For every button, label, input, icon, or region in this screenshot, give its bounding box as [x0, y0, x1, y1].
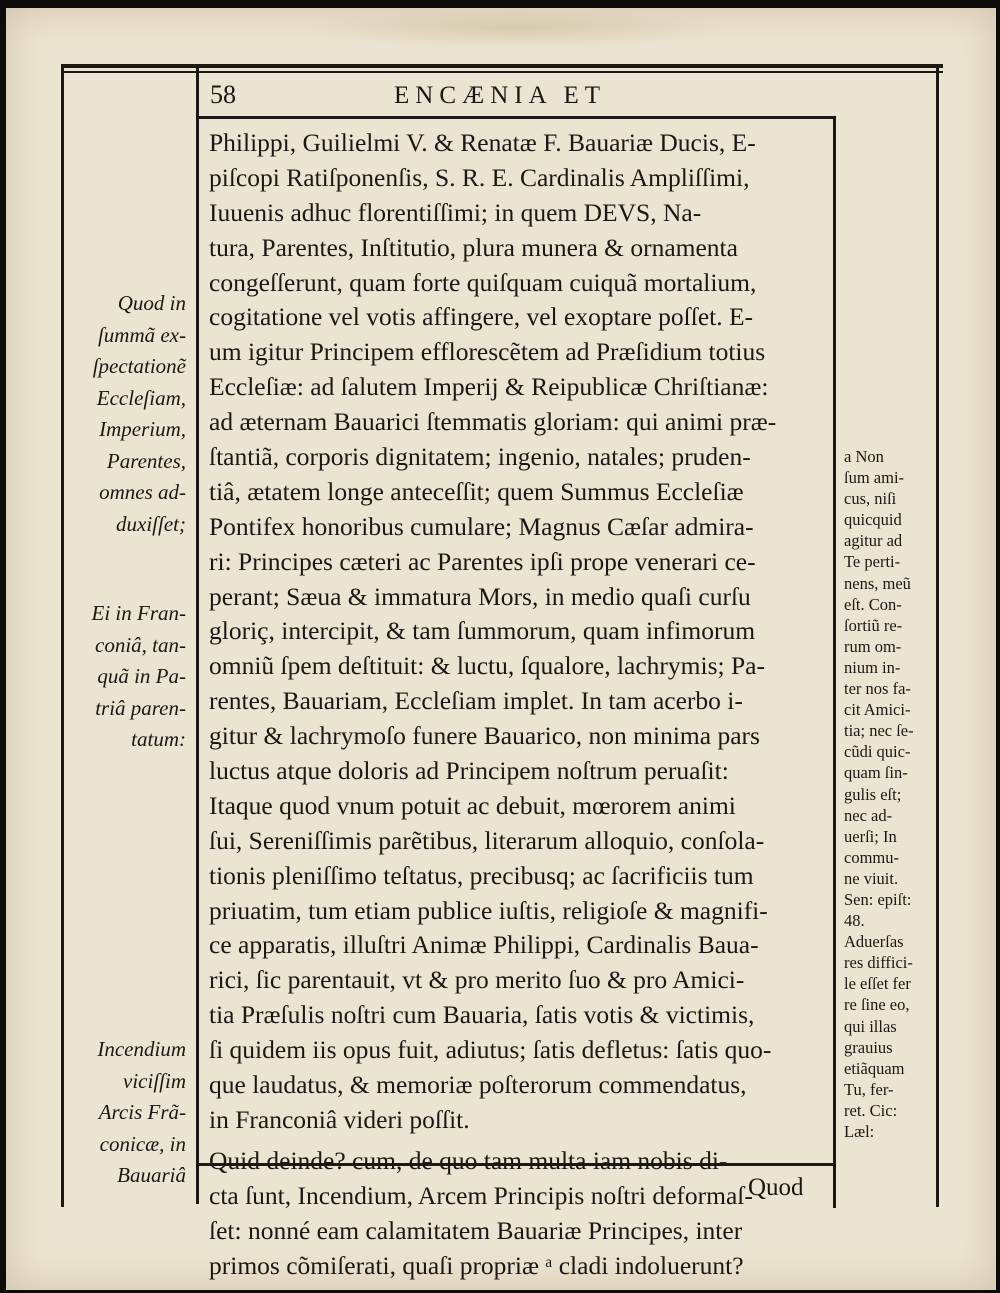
margin-note-right	[844, 446, 936, 1142]
text-line: congeſſerunt, quam forte quiſquam cuiquã mortalium,	[209, 267, 757, 297]
text-line: omniũ ſpem deſtituit: & luctu, ſqualore, lachrymis; Pa-	[209, 651, 765, 681]
margin-note-left	[66, 1034, 186, 1192]
margin-line: Læl:	[844, 1122, 875, 1141]
margin-line: conicæ, in	[99, 1131, 186, 1156]
margin-line: cit Amici-	[844, 700, 911, 720]
book-page	[6, 8, 996, 1290]
margin-line: tatum:	[131, 727, 186, 751]
text-line: tia Præſulis noſtri cum Bauaria, ſatis votis & victimis,	[209, 1000, 755, 1030]
margin-line: nec ad-	[844, 805, 893, 825]
margin-line: le eſſet fer	[844, 974, 911, 994]
margin-line: tia; nec ſe-	[844, 721, 914, 741]
margin-line: cũdi quic-	[844, 742, 911, 762]
margin-line: a Non	[844, 447, 884, 466]
text-line: Iuuenis adhuc florentiſſimi; in quem DEVS, Na-	[209, 197, 702, 227]
text-line: ſtantiã, corporis dignitatem; ingenio, natales; pruden-	[209, 442, 751, 472]
margin-line: qui illas	[844, 1016, 897, 1036]
text-line: piſcopi Ratiſponenſis, S. R. E. Cardinalis Ampliſſimi,	[209, 162, 750, 192]
margin-line: ne viuit.	[844, 868, 899, 888]
text-line: cogitatione vel votis affingere, vel exoptare poſſet. E-	[209, 302, 754, 332]
top-rule-thin	[63, 71, 943, 73]
margin-line: Ei in Fran-	[91, 601, 186, 625]
margin-line: quã in Pa-	[97, 664, 186, 688]
header-rule	[196, 116, 836, 119]
text-line: perant; Sæua & immatura Mors, in medio quaſi curſu	[209, 581, 751, 611]
margin-line: uerſi; In	[844, 826, 897, 846]
text-line: ſet: nonné eam calamitatem Bauariæ Principes, inter	[209, 1215, 743, 1245]
margin-line: eſt. Con-	[844, 594, 902, 614]
text-line: ri: Principes cæteri ac Parentes ipſi prope venerari ce-	[209, 546, 756, 576]
text-line: gitur & lachrymoſo funere Bauarico, non minima pars	[209, 721, 760, 751]
text-line: in Franconiâ videri poſſit.	[209, 1104, 470, 1134]
main-text-block	[209, 126, 834, 1283]
margin-line: ſortiũ re-	[844, 615, 903, 635]
text-line: ſi quidem iis opus fuit, adiutus; ſatis defletus: ſatis quo-	[209, 1035, 772, 1065]
margin-line: Quod in	[117, 291, 186, 315]
margin-line: Parentes,	[106, 448, 186, 473]
running-head: ENCÆNIA ET	[394, 82, 607, 109]
margin-line: Imperium,	[99, 417, 186, 441]
margin-line: cus, niſi	[844, 489, 897, 509]
margin-line: nens, meũ	[844, 573, 911, 593]
margin-note-left	[66, 288, 186, 540]
margin-line: rum om-	[844, 636, 902, 656]
margin-line: Incendium	[97, 1037, 186, 1061]
margin-line: ret. Cic:	[844, 1100, 898, 1120]
text-line: primos cõmiſerati, quaſi propriæ ᵃ cladi indoluerunt?	[209, 1250, 744, 1280]
text-line: Quid deinde? cum, de quo tam multa iam nobis di-	[209, 1145, 728, 1175]
text-line: ſui, Sereniſſimis parẽtibus, literarum alloquio, conſola-	[209, 825, 765, 855]
text-line: um igitur Principem efflorescẽtem ad Præſidium totius	[209, 337, 766, 367]
margin-line: grauius	[844, 1037, 893, 1057]
margin-line: quicquid	[844, 510, 902, 530]
text-line: priuatim, tum etiam publice iuſtis, religioſe & magnifi-	[209, 895, 768, 925]
margin-line: ſummã ex-	[97, 322, 186, 347]
text-line: luctus atque doloris ad Principem noſtrum peruaſit:	[209, 756, 729, 786]
catchword: Quod	[748, 1174, 804, 1201]
margin-line: gulis eſt;	[844, 784, 902, 804]
text-line: tura, Parentes, Inſtitutio, plura munera & ornamenta	[209, 232, 738, 262]
margin-line: nium in-	[844, 657, 901, 677]
margin-line: Te perti-	[844, 552, 901, 572]
text-line: cta ſunt, Incendium, Arcem Principis noſtri deformaſ-	[209, 1180, 753, 1210]
margin-line: ſum ami-	[844, 468, 905, 488]
margin-line: etiãquam	[844, 1058, 905, 1078]
margin-line: ter nos fa-	[844, 679, 911, 699]
text-line: Itaque quod vnum potuit ac debuit, mœrorem animi	[209, 790, 736, 820]
margin-line: agitur ad	[844, 531, 903, 551]
text-line: Pontifex honoribus cumulare; Magnus Cæſar admira-	[209, 511, 754, 541]
margin-line: quam ſin-	[844, 763, 908, 783]
margin-line: Tu, fer-	[844, 1079, 894, 1099]
margin-line: 48.	[844, 911, 865, 931]
margin-line: commu-	[844, 847, 899, 867]
margin-line: Arcis Frã-	[98, 1100, 186, 1124]
paper-stain	[306, 8, 726, 48]
text-line: gloriç, intercipit, & tam ſummorum, quam infimorum	[209, 616, 756, 646]
text-line: Eccleſiæ: ad ſalutem Imperij & Reipublicæ Chriſtianæ:	[209, 372, 769, 402]
text-line: rici, ſic parentauit, vt & pro merito ſuo & pro Amici-	[209, 965, 745, 995]
text-line: ce apparatis, illuſtri Animæ Philippi, Cardinalis Baua-	[209, 930, 759, 960]
margin-line: coniâ, tan-	[95, 632, 186, 657]
right-frame-rule	[936, 64, 939, 1207]
margin-line: ſpectationẽ	[92, 354, 186, 378]
margin-line: Sen: epiſt:	[844, 889, 912, 909]
top-rule	[63, 64, 943, 68]
margin-line: triâ paren-	[95, 695, 186, 720]
text-line: tionis pleniſſimo teſtatus, precibusq; ac ſacrificiis tum	[209, 860, 754, 890]
text-line: Philippi, Guilielmi V. & Renatæ F. Bauariæ Ducis, E-	[209, 128, 756, 157]
text-line: ad æternam Bauarici ſtemmatis gloriam: qui animi præ-	[209, 407, 777, 437]
margin-line: res diffici-	[844, 953, 913, 973]
text-line: tiâ, ætatem longe anteceſſit; quem Summus Eccleſiæ	[209, 476, 744, 506]
margin-line: Aduerſas	[844, 932, 904, 952]
margin-note-left	[66, 598, 186, 756]
page-number: 58	[210, 80, 236, 109]
margin-line: duxiſſet;	[116, 511, 186, 536]
margin-line: Bauariâ	[117, 1163, 186, 1187]
margin-line: Eccleſiam,	[96, 385, 186, 410]
margin-line: re ſine eo,	[844, 995, 910, 1015]
margin-line: viciſſim	[123, 1068, 186, 1093]
margin-line: omnes ad-	[99, 480, 186, 504]
text-line: que laudatus, & memoriæ poſterorum commendatus,	[209, 1070, 747, 1100]
left-column-rule	[196, 68, 199, 1204]
left-frame-rule	[61, 64, 64, 1207]
text-line: rentes, Bauariam, Eccleſiam implet. In tam acerbo i-	[209, 686, 743, 716]
